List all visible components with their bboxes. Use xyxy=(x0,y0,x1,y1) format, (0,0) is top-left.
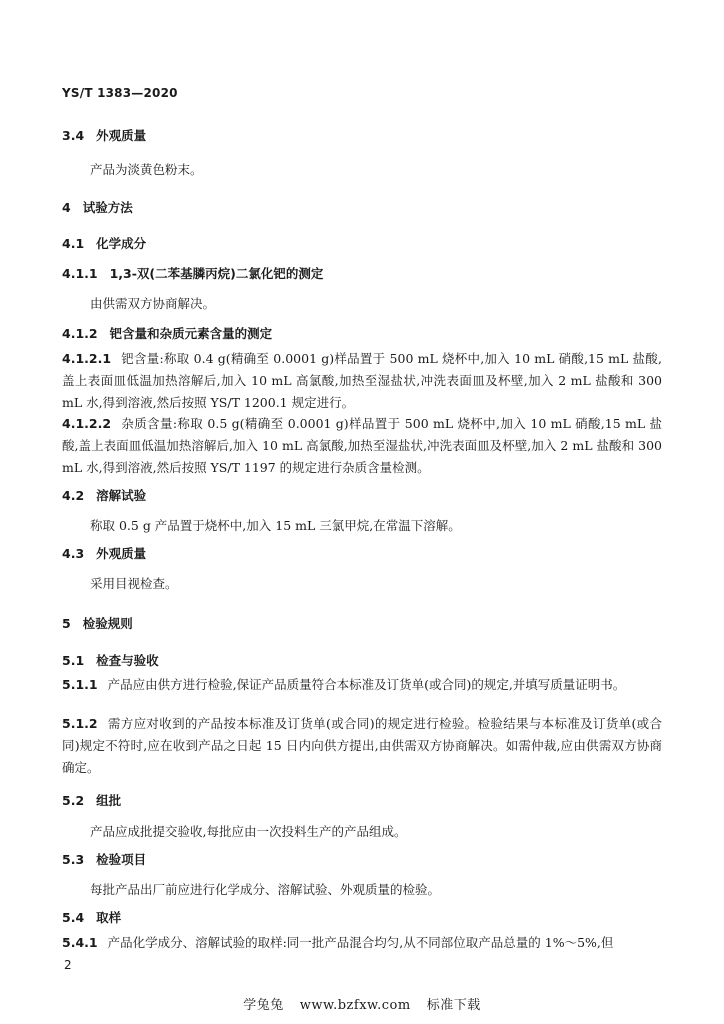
section-5-1-2-paragraph xyxy=(62,713,662,779)
section-5-3-text: 每批产品出厂前应进行化学成分、溶解试验、外观质量的检验。 xyxy=(90,882,441,897)
section-number: 5 xyxy=(62,616,71,631)
section-5-2-text: 产品应成批提交验收,每批应由一次投料生产的产品组成。 xyxy=(90,824,407,839)
paragraph-text: 产品应由供方进行检验,保证产品质量符合本标准及订货单(或合同)的规定,并填写质量证明书。 xyxy=(107,677,626,692)
section-number: 5.1.1 xyxy=(62,677,98,692)
section-3-4-text: 产品为淡黄色粉末。 xyxy=(90,162,203,177)
section-4-1-2-heading xyxy=(62,324,272,342)
page-number: 2 xyxy=(64,958,72,972)
paragraph-text: 需方应对收到的产品按本标准及订货单(或合同)的规定进行检验。检验结果与本标准及订货单(或合同)规定不符时,应在收到产品之日起 15 日内向供方提出,由供需双方协商解决。如需仲裁,应由供需双方协商确定。 xyxy=(62,716,662,775)
section-5-1-heading xyxy=(62,651,159,669)
section-number: 5.3 xyxy=(62,852,85,867)
section-title: 外观质量 xyxy=(96,546,147,561)
section-4-1-heading xyxy=(62,234,146,252)
section-5-2-heading xyxy=(62,791,121,809)
section-number: 4.1.2 xyxy=(62,326,98,341)
section-5-1-1-paragraph xyxy=(62,674,662,696)
section-title: 外观质量 xyxy=(96,128,147,143)
footer-tagline: 标准下载 xyxy=(426,998,481,1013)
section-4-3-heading xyxy=(62,544,146,562)
section-number: 5.1.2 xyxy=(62,716,98,731)
section-title: 化学成分 xyxy=(96,236,147,251)
section-number: 5.4 xyxy=(62,910,85,925)
footer-url[interactable]: www.bzfxw.com xyxy=(299,998,411,1013)
section-number: 4.3 xyxy=(62,546,85,561)
section-number: 3.4 xyxy=(62,128,85,143)
section-title: 试验方法 xyxy=(82,200,133,215)
section-4-3-text: 采用目视检查。 xyxy=(90,576,178,591)
section-number: 4.1 xyxy=(62,236,85,251)
section-4-1-1-text: 由供需双方协商解决。 xyxy=(90,296,216,311)
section-title: 检查与验收 xyxy=(96,653,159,668)
paragraph-text: 钯含量:称取 0.4 g(精确至 0.0001 g)样品置于 500 mL 烧杯中,加入 10 mL 硝酸,15 mL 盐酸,盖上表面皿低温加热溶解后,加入 10 mL 高氯酸,加热至湿盐状,冲洗表面皿及杯壁,加入 2 mL 盐酸和 300 mL 水,得到溶液,然后按照 YS/T 1200.1 规定进行。 xyxy=(62,351,662,410)
section-number: 4 xyxy=(62,200,71,215)
section-5-heading xyxy=(62,614,133,632)
paragraph-text: 产品化学成分、溶解试验的取样:同一批产品混合均匀,从不同部位取产品总量的 1%～5%,但 xyxy=(107,935,614,950)
section-number: 4.2 xyxy=(62,488,85,503)
section-number: 4.1.2.2 xyxy=(62,416,112,431)
section-title: 溶解试验 xyxy=(96,488,147,503)
footer-watermark xyxy=(0,994,724,1013)
section-4-2-text: 称取 0.5 g 产品置于烧杯中,加入 15 mL 三氯甲烷,在常温下溶解。 xyxy=(90,518,461,533)
section-number: 4.1.2.1 xyxy=(62,351,112,366)
section-4-heading xyxy=(62,198,133,216)
section-number: 5.4.1 xyxy=(62,935,98,950)
section-number: 4.1.1 xyxy=(62,266,98,281)
section-title: 检验规则 xyxy=(82,616,133,631)
section-4-1-2-1-paragraph xyxy=(62,348,662,414)
section-title: 1,3-双(二苯基膦丙烷)二氯化钯的测定 xyxy=(109,266,324,281)
section-3-4-heading xyxy=(62,126,146,144)
section-4-2-heading xyxy=(62,486,146,504)
section-4-1-1-heading xyxy=(62,264,323,282)
footer-site-name: 学兔兔 xyxy=(243,998,284,1013)
section-5-4-1-paragraph xyxy=(62,932,662,954)
section-5-4-heading xyxy=(62,908,121,926)
section-4-1-2-2-paragraph xyxy=(62,413,662,479)
document-id: YS/T 1383—2020 xyxy=(62,86,178,100)
section-title: 取样 xyxy=(96,910,122,925)
section-number: 5.2 xyxy=(62,793,85,808)
paragraph-text: 杂质含量:称取 0.5 g(精确至 0.0001 g)样品置于 500 mL 烧杯中,加入 10 mL 硝酸,15 mL 盐酸,盖上表面皿低温加热溶解后,加入 10 mL 高氯酸,加热至湿盐状,冲洗表面皿及杯壁,加入 2 mL 盐酸和 300 mL 水,得到溶液,然后按照 YS/T 1197 的规定进行杂质含量检测。 xyxy=(62,416,662,475)
section-title: 检验项目 xyxy=(96,852,147,867)
section-title: 钯含量和杂质元素含量的测定 xyxy=(109,326,273,341)
section-title: 组批 xyxy=(96,793,122,808)
section-5-3-heading xyxy=(62,850,146,868)
section-number: 5.1 xyxy=(62,653,85,668)
